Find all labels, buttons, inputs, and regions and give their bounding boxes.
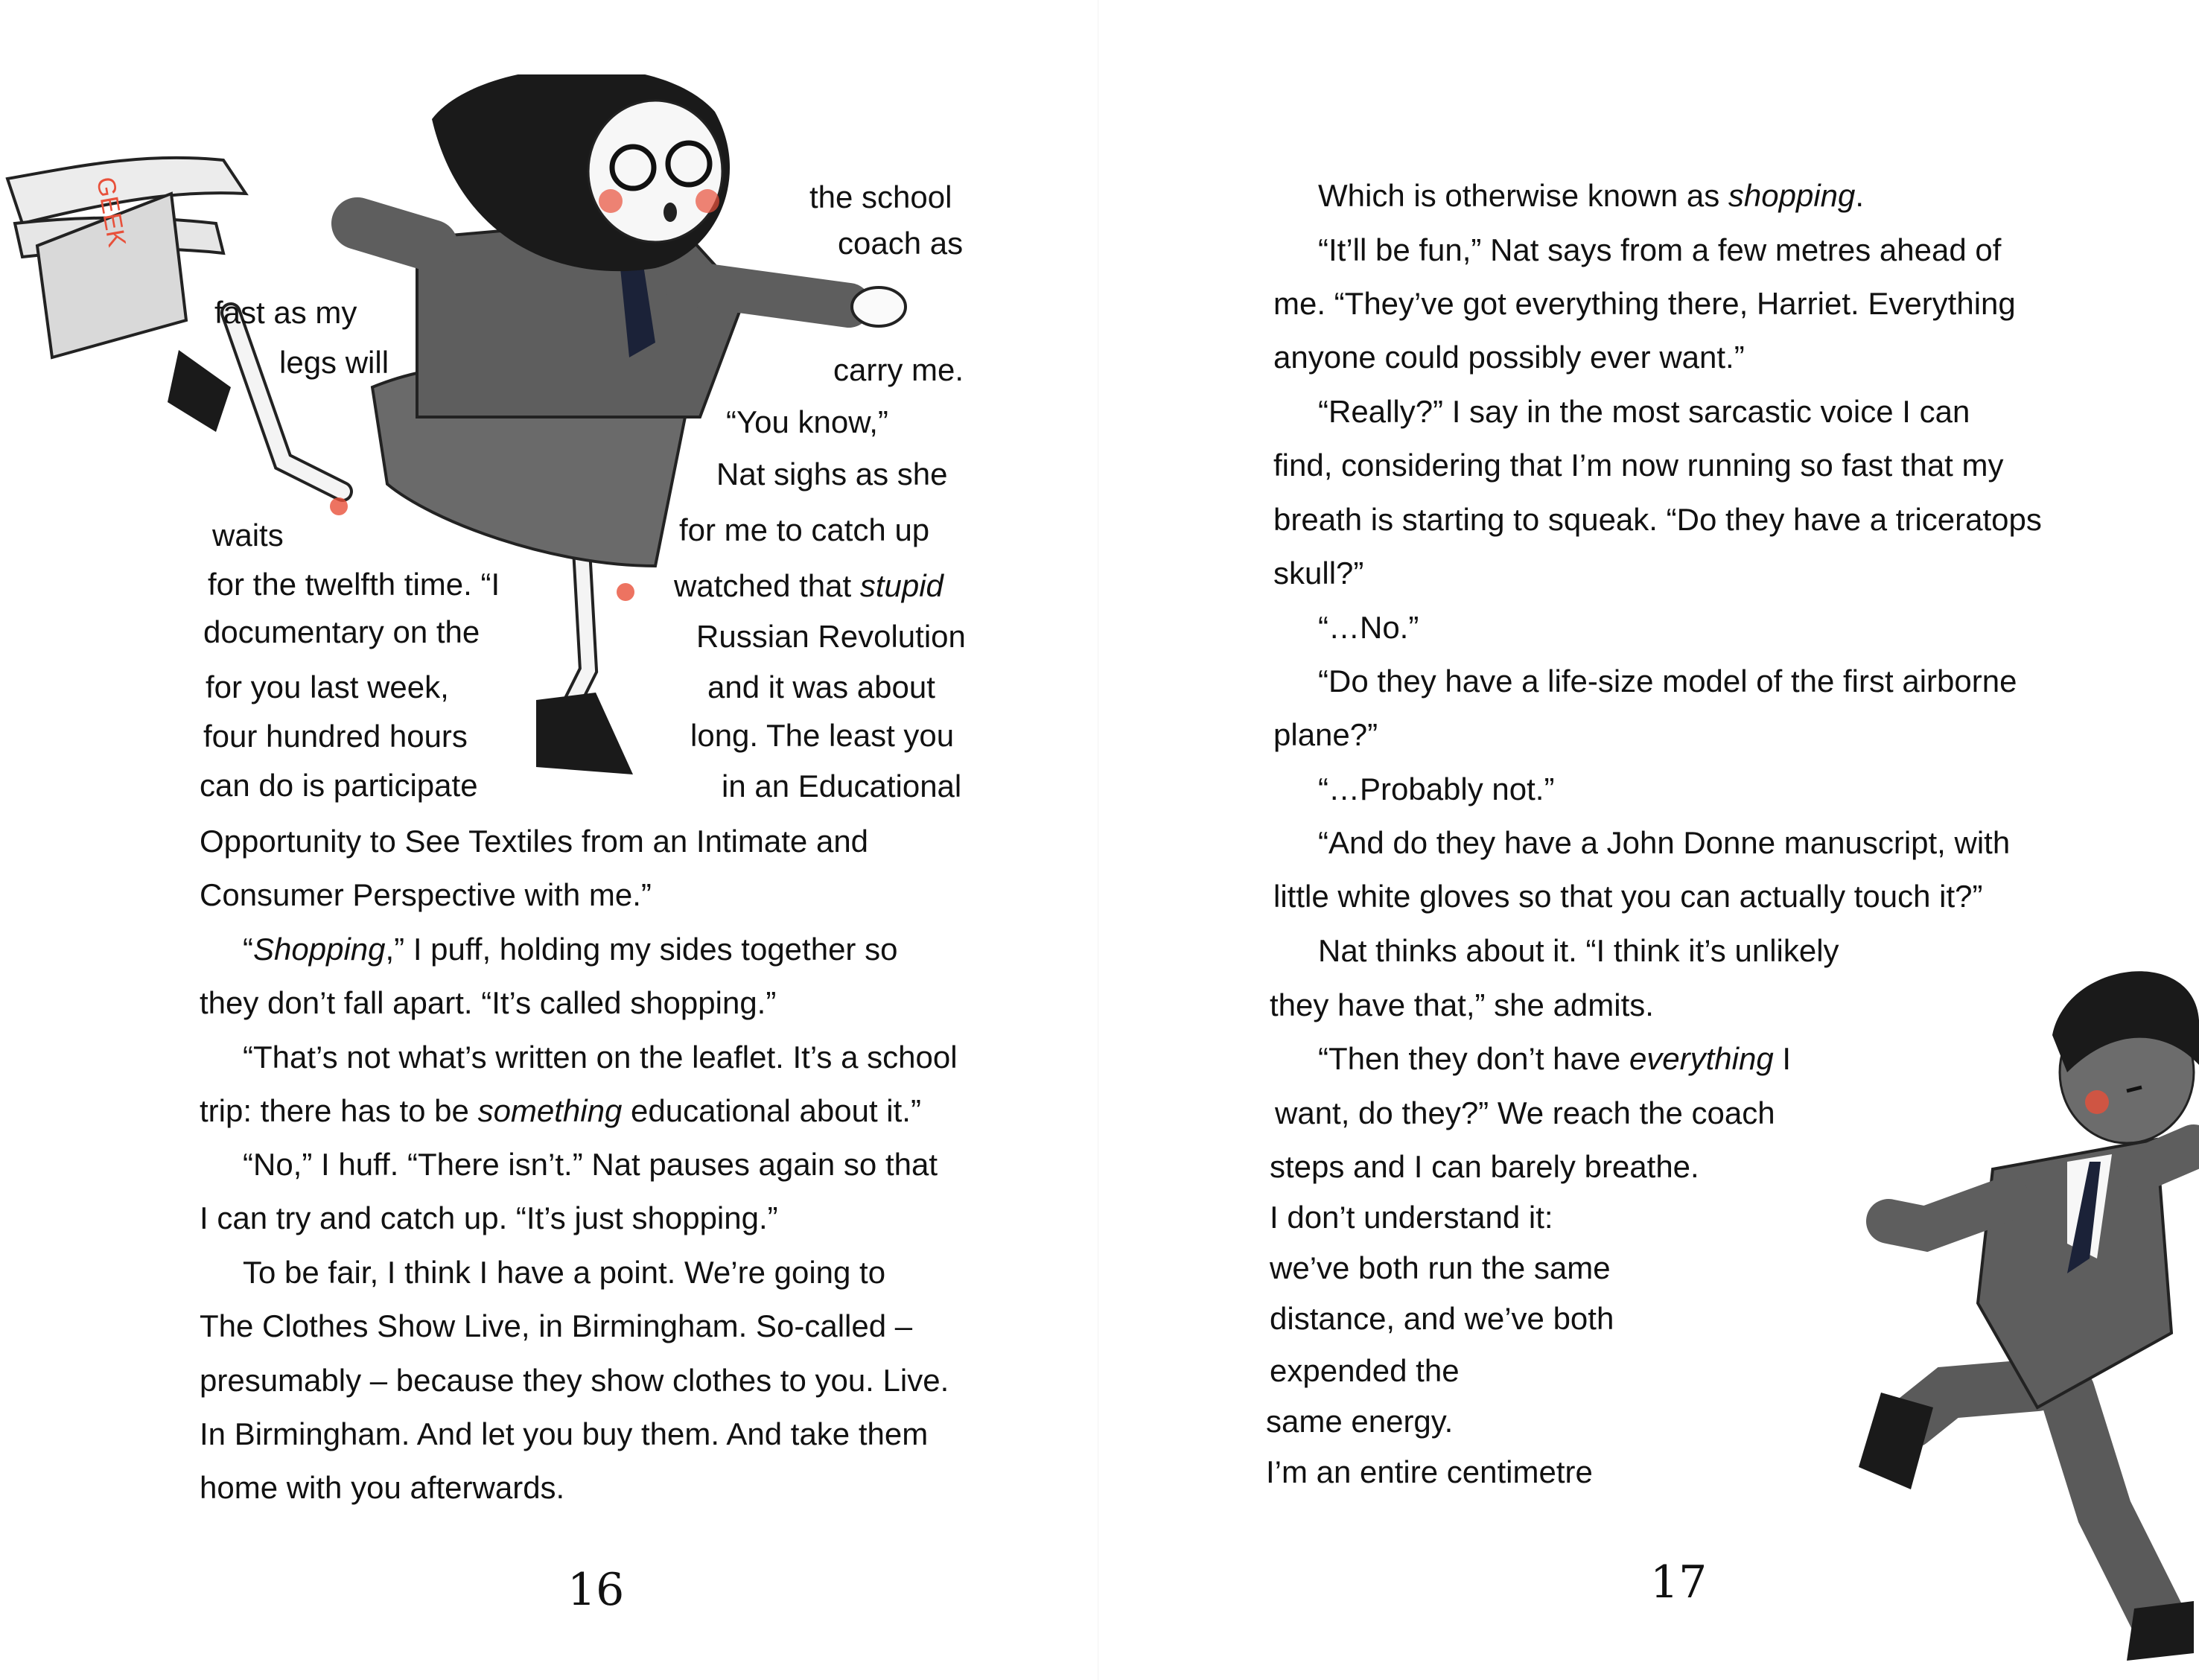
text-line: carry me. [833, 352, 964, 387]
text-line: and it was about [707, 669, 935, 704]
boy-running-illustration [1844, 946, 2199, 1680]
text-line: for the twelfth time. “I [208, 567, 500, 602]
text-line: Russian Revolution [696, 619, 966, 654]
text-line: “…No.” [1318, 610, 1419, 645]
text-line: four hundred hours [203, 719, 468, 754]
text-line: Opportunity to See Textiles from an Intimate and [200, 824, 869, 859]
text-line: for me to catch up [679, 512, 930, 547]
left-page [0, 0, 1099, 1680]
text-line: me. “They’ve got everything there, Harriet. Everything [1273, 286, 2016, 321]
text-line: “…Probably not.” [1318, 771, 1555, 806]
text-line: The Clothes Show Live, in Birmingham. So-called – [200, 1308, 913, 1343]
text-line: I don’t understand it: [1270, 1200, 1553, 1235]
text-line: I can try and catch up. “It’s just shopping.” [200, 1200, 778, 1235]
text-line: expended the [1270, 1353, 1460, 1388]
text-line: in an Educational [722, 769, 962, 804]
text-line: “That’s not what’s written on the leaflet. It’s a school [243, 1040, 958, 1075]
text-line: for you last week, [206, 669, 449, 704]
text-line: plane?” [1273, 717, 1378, 752]
text-line: home with you afterwards. [200, 1470, 565, 1505]
text-line: distance, and we’ve both [1270, 1301, 1614, 1336]
text-line: “Really?” I say in the most sarcastic voice I can [1318, 394, 1970, 429]
text-line: anyone could possibly ever want.” [1273, 340, 1745, 375]
text-line: documentary on the [203, 614, 480, 649]
text-line: the school [809, 179, 952, 214]
bag-label: GEEK [91, 174, 131, 249]
text-line: skull?” [1273, 556, 1364, 591]
text-line: “Shopping,” I puff, holding my sides together so [243, 932, 898, 967]
text-line: Which is otherwise known as shopping. [1318, 178, 1865, 213]
page-number: 16 [567, 1564, 625, 1616]
page-number: 17 [1650, 1556, 1708, 1609]
text-line: breath is starting to squeak. “Do they have a triceratops [1273, 502, 2042, 537]
geek-bag-icon [7, 158, 246, 357]
text-line: fast as my [214, 295, 357, 330]
text-line: To be fair, I think I have a point. We’re going to [243, 1255, 886, 1290]
text-line: “You know,” [726, 404, 888, 439]
text-line: “Do they have a life-size model of the first airborne [1318, 664, 2017, 699]
text-line: same energy. [1266, 1404, 1454, 1439]
text-line: watched that stupid [674, 568, 943, 603]
text-line: little white gloves so that you can actually touch it?” [1273, 879, 1983, 914]
text-line: In Birmingham. And let you buy them. And take them [200, 1416, 929, 1451]
text-line: trip: there has to be something educational about it.” [200, 1093, 921, 1128]
right-page [1099, 0, 2199, 1680]
text-line: can do is participate [200, 768, 478, 803]
text-line: steps and I can barely breathe. [1270, 1149, 1699, 1184]
text-line: “It’ll be fun,” Nat says from a few metres ahead of [1318, 232, 2002, 267]
text-line: “No,” I huff. “There isn’t.” Nat pauses again so that [243, 1147, 938, 1182]
text-line: they have that,” she admits. [1270, 987, 1654, 1022]
text-line: “And do they have a John Donne manuscript, with [1318, 825, 2011, 860]
text-line: they don’t fall apart. “It’s called shopping.” [200, 985, 777, 1020]
text-line: “Then they don’t have everything I [1318, 1041, 1792, 1076]
text-line: presumably – because they show clothes to you. Live. [200, 1363, 949, 1398]
text-line: find, considering that I’m now running so fast that my [1273, 448, 2004, 483]
text-line: long. The least you [690, 718, 955, 753]
text-line: Nat sighs as she [716, 456, 948, 491]
text-line: I’m an entire centimetre [1266, 1454, 1593, 1489]
text-line: we’ve both run the same [1270, 1250, 1611, 1285]
text-line: want, do they?” We reach the coach [1275, 1095, 1775, 1130]
text-line: waits [212, 518, 284, 553]
text-line: coach as [838, 226, 964, 261]
text-line: Consumer Perspective with me.” [200, 877, 652, 912]
text-line: Nat thinks about it. “I think it’s unlikely [1318, 933, 1839, 968]
text-line: legs will [279, 345, 389, 380]
